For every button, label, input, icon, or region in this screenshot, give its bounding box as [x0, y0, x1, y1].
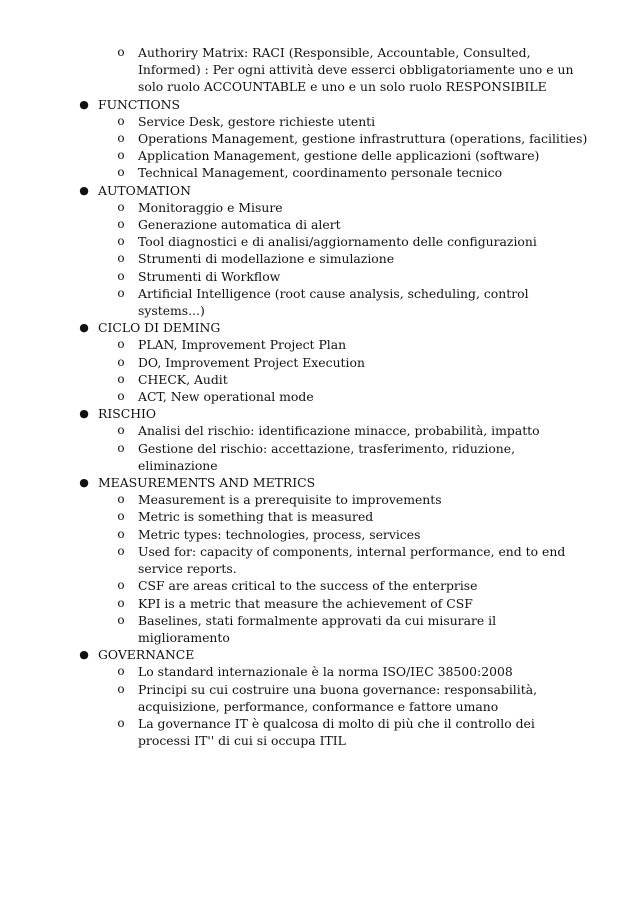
- hollow-circle-bullet-icon: o: [117, 251, 125, 266]
- filled-bullet-icon: ●: [79, 321, 89, 335]
- list-item-text: Operations Management, gestione infrastruttura (operations, facilities): [138, 131, 588, 147]
- hollow-circle-bullet-icon: o: [117, 389, 125, 404]
- hollow-circle-bullet-icon: o: [117, 492, 125, 507]
- hollow-circle-bullet-icon: o: [117, 612, 125, 627]
- hollow-circle-bullet-icon: o: [117, 578, 125, 593]
- list-item-text: PLAN, Improvement Project Plan: [138, 337, 347, 353]
- section-title: FUNCTIONS: [98, 96, 181, 112]
- list-item: [0, 715, 638, 749]
- list-item: [0, 543, 638, 577]
- list-item: [0, 663, 638, 680]
- list-item: [0, 130, 638, 147]
- list-item-text: Measurement is a prerequisite to improvements: [138, 492, 442, 508]
- list-item: [0, 268, 638, 285]
- section-title: CICLO DI DEMING: [98, 320, 221, 336]
- hollow-circle-bullet-icon: o: [117, 268, 125, 283]
- hollow-circle-bullet-icon: o: [117, 148, 125, 163]
- filled-bullet-icon: ●: [79, 183, 89, 197]
- list-item-text: KPI is a metric that measure the achievement of CSF: [138, 595, 473, 611]
- section-heading: [0, 182, 638, 199]
- list-item-text: Principi su cui costruire una buona governance: responsabilità, acquisizione, performance, conformance e fattore umano: [138, 681, 538, 714]
- list-item: [0, 250, 638, 267]
- list-item: [0, 422, 638, 439]
- list-item-text: Technical Management, coordinamento personale tecnico: [138, 165, 503, 181]
- section-title: GOVERNANCE: [98, 647, 195, 663]
- list-item-text: Strumenti di modellazione e simulazione: [138, 251, 395, 267]
- list-item: [0, 595, 638, 612]
- list-item-text: La governance IT è qualcosa di molto di più che il controllo dei processi IT'' di cui si occupa ITIL: [138, 715, 535, 749]
- section-heading: [0, 646, 638, 663]
- list-item: [0, 354, 638, 371]
- list-item-text: CHECK, Audit: [138, 371, 228, 387]
- list-item-text: Strumenti di Workflow: [138, 268, 281, 284]
- hollow-circle-bullet-icon: o: [117, 45, 125, 59]
- list-item-text: Baselines, stati formalmente approvati da cui misurare il miglioramento: [138, 612, 497, 645]
- hollow-circle-bullet-icon: o: [117, 509, 125, 524]
- section-heading: [0, 96, 638, 113]
- hollow-circle-bullet-icon: o: [117, 234, 125, 249]
- list-item-text: CSF are areas critical to the success of the enterprise: [138, 578, 478, 594]
- list-item-text: Application Management, gestione delle applicazioni (software): [138, 148, 540, 164]
- list-item-text: DO, Improvement Project Execution: [138, 354, 365, 370]
- list-item: [0, 371, 638, 388]
- list-item-text: Service Desk, gestore richieste utenti: [138, 113, 376, 129]
- list-item-text: Metric types: technologies, process, services: [138, 526, 421, 542]
- hollow-circle-bullet-icon: o: [117, 217, 125, 232]
- list-item: [0, 147, 638, 164]
- list-item-text: Analisi del rischio: identificazione minacce, probabilità, impatto: [138, 423, 540, 439]
- list-item: [0, 440, 638, 474]
- list-item: [0, 164, 638, 181]
- list-item: [0, 612, 638, 646]
- section-title: MEASUREMENTS AND METRICS: [98, 475, 316, 491]
- list-item: [0, 508, 638, 525]
- hollow-circle-bullet-icon: o: [117, 423, 125, 438]
- section-heading: [0, 474, 638, 491]
- section-title: RISCHIO: [98, 406, 157, 422]
- filled-bullet-icon: ●: [79, 648, 89, 662]
- section-heading: [0, 319, 638, 336]
- hollow-circle-bullet-icon: o: [117, 543, 125, 558]
- list-item-text: Monitoraggio e Misure: [138, 199, 283, 215]
- section-title: AUTOMATION: [98, 182, 191, 198]
- list-item: [0, 44, 638, 96]
- hollow-circle-bullet-icon: o: [117, 131, 125, 146]
- hollow-circle-bullet-icon: o: [117, 165, 125, 180]
- list-item: [0, 577, 638, 594]
- section-heading: [0, 405, 638, 422]
- hollow-circle-bullet-icon: o: [117, 440, 125, 455]
- filled-bullet-icon: ●: [79, 97, 89, 111]
- list-item-text: Generazione automatica di alert: [138, 217, 341, 233]
- list-item-text: Artificial Intelligence (root cause analysis, scheduling, control systems...): [138, 285, 529, 319]
- list-item: [0, 526, 638, 543]
- hollow-circle-bullet-icon: o: [117, 285, 125, 300]
- list-item: [0, 491, 638, 508]
- list-item: [0, 113, 638, 130]
- list-item-text: Used for: capacity of components, internal performance, end to end service reports.: [138, 543, 566, 577]
- list-item-text: Metric is something that is measured: [138, 509, 374, 525]
- hollow-circle-bullet-icon: o: [117, 371, 125, 386]
- list-item-text: Tool diagnostici e di analisi/aggiornamento delle configurazioni: [138, 234, 537, 250]
- list-item-text: Authoriry Matrix: RACI (Responsible, Accountable, Consulted, Informed) : Per ogni attività deve esserci obbligatoriamente uno e un solo ruolo ACCOUNTABLE e uno e un solo ruolo RESPONSIBILE: [138, 45, 574, 95]
- hollow-circle-bullet-icon: o: [117, 664, 125, 679]
- list-item: [0, 233, 638, 250]
- filled-bullet-icon: ●: [79, 476, 89, 490]
- hollow-circle-bullet-icon: o: [117, 526, 125, 541]
- list-item: [0, 199, 638, 216]
- hollow-circle-bullet-icon: o: [117, 337, 125, 352]
- list-item: [0, 216, 638, 233]
- hollow-circle-bullet-icon: o: [117, 354, 125, 369]
- hollow-circle-bullet-icon: o: [117, 715, 125, 730]
- filled-bullet-icon: ●: [79, 407, 89, 421]
- list-item-text: ACT, New operational mode: [138, 389, 314, 405]
- list-item-text: Lo standard internazionale è la norma ISO/IEC 38500:2008: [138, 664, 513, 680]
- hollow-circle-bullet-icon: o: [117, 199, 125, 214]
- list-item: [0, 681, 638, 715]
- hollow-circle-bullet-icon: o: [117, 681, 125, 696]
- hollow-circle-bullet-icon: o: [117, 113, 125, 128]
- list-item: [0, 388, 638, 405]
- list-item: [0, 285, 638, 319]
- list-item-text: Gestione del rischio: accettazione, trasferimento, riduzione, eliminazione: [138, 440, 516, 473]
- hollow-circle-bullet-icon: o: [117, 595, 125, 610]
- list-item: [0, 336, 638, 353]
- bullet-list: [0, 44, 638, 749]
